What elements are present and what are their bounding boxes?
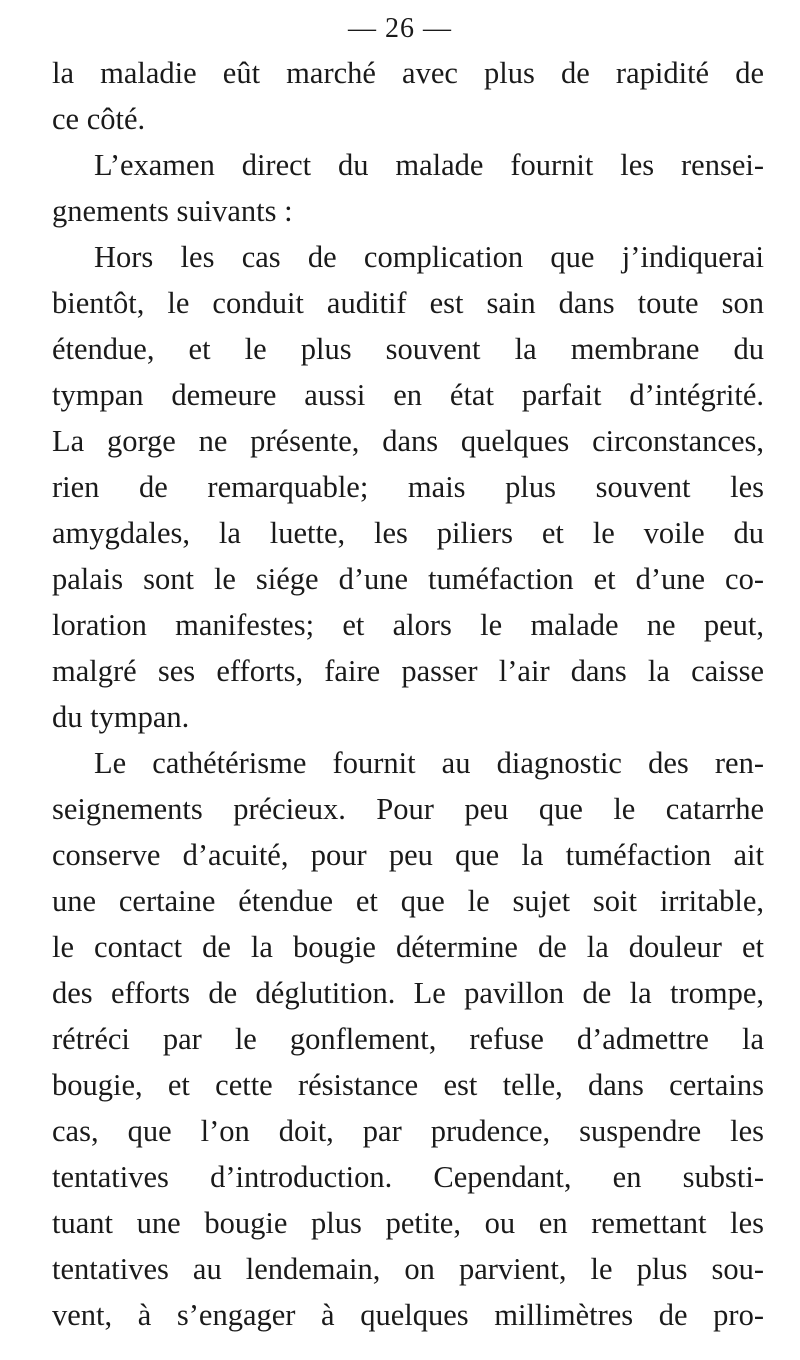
text-line: tentatives au lendemain, on parvient, le plus sou-	[52, 1252, 764, 1286]
text-line: bougie, et cette résistance est telle, dans certains	[52, 1068, 764, 1102]
text-line: Hors les cas de complication que j’indiquerai	[94, 240, 764, 274]
text-line: cas, que l’on doit, par prudence, suspendre les	[52, 1114, 764, 1148]
text-line: amygdales, la luette, les piliers et le voile du	[52, 516, 764, 550]
text-line: rétréci par le gonflement, refuse d’admettre la	[52, 1022, 764, 1056]
text-line: palais sont le siége d’une tuméfaction et d’une co-	[52, 562, 764, 596]
text-line: conserve d’acuité, pour peu que la tuméfaction ait	[52, 838, 764, 872]
page-number: — 26 —	[348, 13, 452, 44]
text-line: ce côté.	[52, 102, 146, 136]
text-line: le contact de la bougie détermine de la douleur et	[52, 930, 764, 964]
text-line: seignements précieux. Pour peu que le catarrhe	[52, 792, 764, 826]
text-line: tuant une bougie plus petite, ou en remettant les	[52, 1206, 764, 1240]
body-text	[52, 50, 764, 1338]
text-line: la maladie eût marché avec plus de rapidité de	[52, 56, 764, 90]
text-line: une certaine étendue et que le sujet soit irritable,	[52, 884, 764, 918]
text-line: La gorge ne présente, dans quelques circonstances,	[52, 424, 764, 458]
text-line: L’examen direct du malade fournit les rensei-	[94, 148, 764, 182]
text-line: étendue, et le plus souvent la membrane du	[52, 332, 764, 366]
text-line: vent, à s’engager à quelques millimètres de pro-	[52, 1298, 764, 1332]
text-line: tympan demeure aussi en état parfait d’intégrité.	[52, 378, 764, 412]
text-line: des efforts de déglutition. Le pavillon de la trompe,	[52, 976, 764, 1010]
text-line: Le cathétérisme fournit au diagnostic des ren-	[94, 746, 764, 780]
text-line: tentatives d’introduction. Cependant, en substi-	[52, 1160, 764, 1194]
text-line: gnements suivants :	[52, 194, 293, 228]
text-line: rien de remarquable; mais plus souvent les	[52, 470, 764, 504]
text-line: loration manifestes; et alors le malade ne peut,	[52, 608, 764, 642]
text-line: bientôt, le conduit auditif est sain dans toute son	[52, 286, 764, 320]
text-line: du tympan.	[52, 700, 190, 734]
text-line: malgré ses efforts, faire passer l’air dans la caisse	[52, 654, 764, 688]
